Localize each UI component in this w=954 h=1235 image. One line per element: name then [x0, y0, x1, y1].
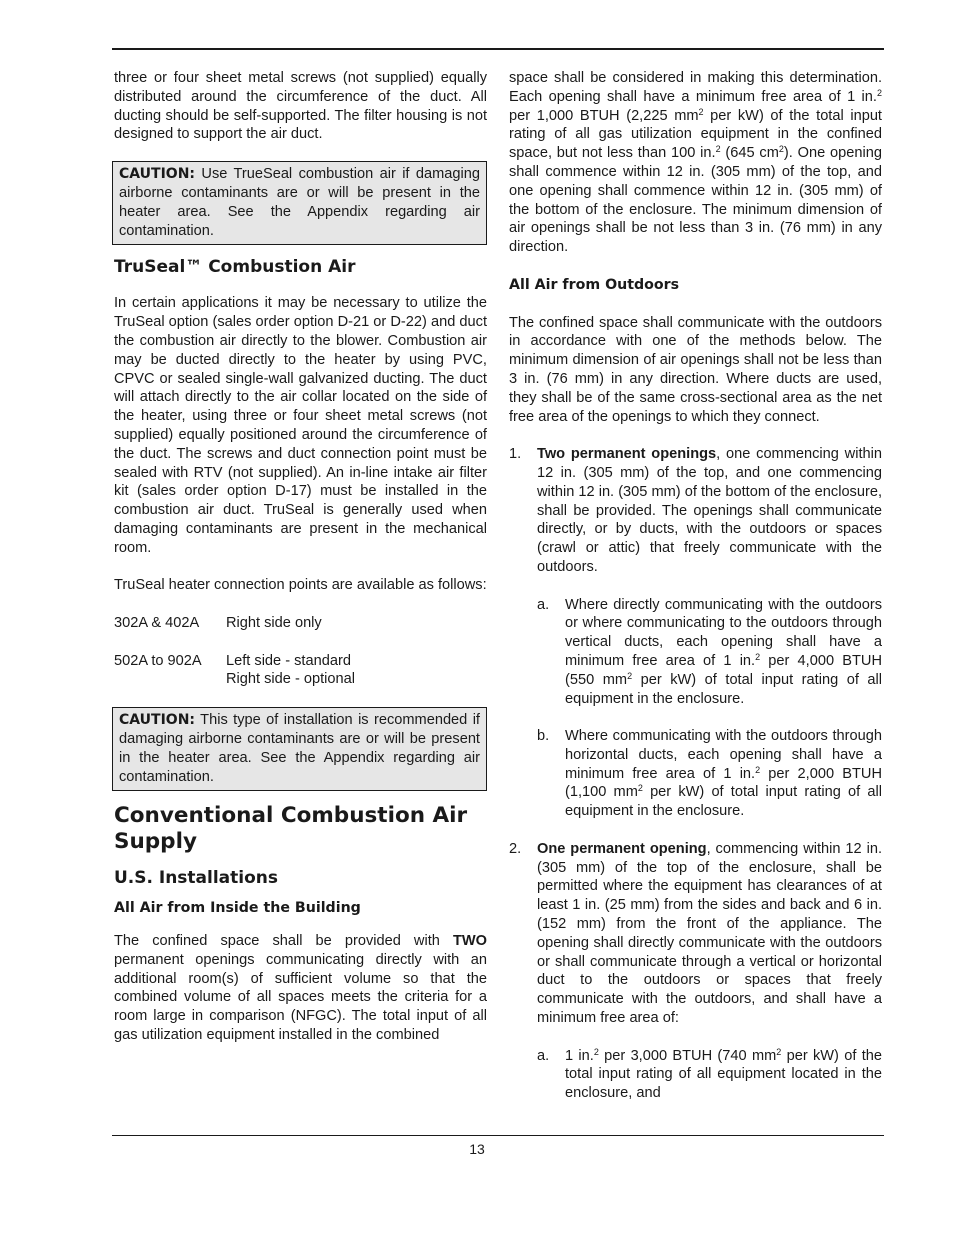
- footer-rule: [112, 1135, 884, 1136]
- connection-intro: TruSeal heater connection points are available as follows:: [114, 577, 487, 594]
- sub-list-item: a. 1 in.$^2$ per 3,000 BTUH (740 $mm^2$ per kW) of the total input rating of all equipment located in the enclosure, and: [537, 1046, 882, 1102]
- header-rule: [112, 48, 884, 50]
- caution-text: Use TrueSeal combustion air if damaging airborne contaminants are or will be present in the heater area. See the Appendix regarding air contamination.: [119, 166, 480, 239]
- list-item: 1. Two permanent openings, one commencing within 12 in. (305 mm) of the top, and one commencing within 12 in. (305 mm) of the bottom of the enclosure, shall be provided. The openings shall communicate directly, or by ducts, with the outdoors or spaces (crawl or attic) that freely communicate with the outdoors.: [509, 446, 882, 575]
- conventional-heading: Conventional Combustion Air Supply: [114, 803, 468, 855]
- right-column: [509, 69, 882, 1103]
- outdoors-paragraph: The confined space shall communicate with the outdoors in accordance with one of the methods below. The minimum dimension of air openings shall not be less than 3 in. (76 mm) in any direction. Where ducts are used, they shall be of the same cross-sectional area as the net free area of the openings to which they connect.: [509, 314, 882, 425]
- connection-side: Left side - standard: [226, 652, 351, 669]
- truseal-paragraph: In certain applications it may be necessary to utilize the TruSeal option (sales order option D-21 or D-22) and duct the combustion air directly to the blower. Combustion air may be ducted directly to the heater by using PVC, CPVC or sealed single-wall galvanized ducting. The duct will attach directly to the air collar located on the side of the heater, using three or four sheet metal screws (not supplied) equally positioned around the circumference of the duct. The screws and duct connection point must be sealed with RTV (not supplied). An in-line intake air filter kit (sales order option D-17) must be installed in the combustion air duct. TruSeal is generally used when damaging contaminants are present in the mechanical room.: [114, 295, 487, 556]
- connection-model: 502A to 902A: [114, 652, 202, 669]
- sub-list-item: a. Where directly communicating with the outdoors or where communicating to the outdoors through vertical ducts, each opening shall have a minimum free area of 1 in.$^2$ per 4,000 BTUH (550 $mm^2$ per kW) of total input rating of all equipment in the enclosure.: [537, 596, 883, 707]
- connection-side: Right side only: [226, 614, 322, 631]
- list-item: 2. One permanent opening, commencing within 12 in. (305 mm) of the top of the enclosure, shall be permitted where the equipment has clearances of at least 1 in. (25 mm) from the sides and back and 6 in. (152 mm) from the front of the appliance. The opening shall directly communicate with the outdoors or shall communicate through a vertical or horizontal duct to the outdoors or spaces that freely communicate with the outdoors, and shall have a minimum free area of:: [509, 840, 882, 1027]
- caution-label: CAUTION:: [119, 166, 196, 183]
- connection-model: 302A & 402A: [114, 614, 200, 631]
- page-number: 13: [469, 1141, 485, 1157]
- inside-building-heading: All Air from Inside the Building: [114, 900, 361, 917]
- connection-side: Right side - optional: [226, 671, 355, 688]
- caution-box: [112, 707, 487, 791]
- outdoors-heading: All Air from Outdoors: [509, 276, 680, 293]
- caution-box: [112, 161, 487, 245]
- intro-paragraph: three or four sheet metal screws (not supplied) equally distributed around the circumference of the duct. All ducting should be self-supported. The filter housing is not designed to support the air duct.: [114, 70, 487, 143]
- us-installations-heading: U.S. Installations: [114, 868, 279, 889]
- continued-paragraph: space shall be considered in making this determination. Each opening shall have a minimum free area of 1 in.$^2$ per 1,000 BTUH (2,225 $mm^2$ per kW) of the total input rating of all gas utilization equipment in the confined space, but not less than 100 in.$^2$ (645 $cm^2$). One opening shall commence within 12 in. (305 mm) of the top, and one opening shall commence within 12 in. (305 mm) of the bottom of the enclosure. The minimum dimension of air openings shall be not less than 3 in. (76 mm) in any direction.: [509, 70, 882, 256]
- inside-building-paragraph: The confined space shall be provided with TWO permanent openings communicating directly with an additional room(s) of sufficient volume so that the combined volume of all spaces meets the criteria for a room large in comparison (NFGC). The total input of all gas utilization equipment installed in the combined: [114, 933, 487, 1044]
- caution-label: CAUTION:: [119, 712, 196, 729]
- truseal-heading: TruSeal™ Combustion Air: [114, 257, 356, 278]
- sub-list-item: b. Where communicating with the outdoors through horizontal ducts, each opening shall have a minimum free area of 1 in.$^2$ per 2,000 BTUH (1,100 $mm^2$ per kW) of total input rating of all equipment in the enclosure.: [537, 728, 883, 820]
- connection-row: [114, 614, 487, 633]
- left-column: [114, 69, 487, 1045]
- caution-text: This type of installation is recommended if damaging airborne contaminants are or will be present in the heater area. See the Appendix regarding air contamination.: [119, 712, 480, 785]
- connection-row: [114, 652, 487, 690]
